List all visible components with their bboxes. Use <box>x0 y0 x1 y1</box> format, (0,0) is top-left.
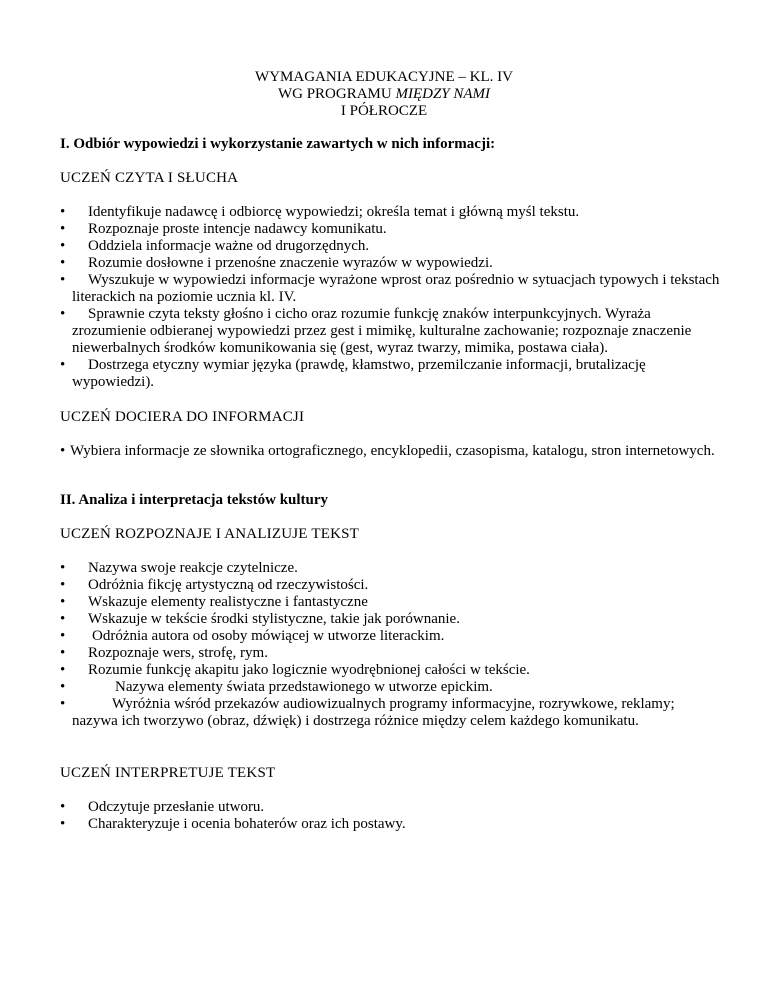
list-item: • Wyszukuje w wypowiedzi informacje wyrażone wprost oraz pośrednio w sytuacjach typowych i tekstach literackich na poziomie ucznia kl. IV. <box>60 272 720 306</box>
list-item: • Odróżnia fikcję artystyczną od rzeczywistości. <box>60 577 720 594</box>
list-item: • Charakteryzuje i ocenia bohaterów oraz ich postawy. <box>60 816 720 833</box>
section-2-list-1 <box>60 560 720 730</box>
list-item: • Nazywa swoje reakcje czytelnicze. <box>60 560 720 577</box>
list-item: • Odczytuje przesłanie utworu. <box>60 799 720 816</box>
section-2-heading: II. Analiza i interpretacja tekstów kultury <box>60 492 329 508</box>
section-1-sub-2: UCZEŃ DOCIERA DO INFORMACJI <box>60 409 305 425</box>
list-item: • Wskazuje elementy realistyczne i fantastyczne <box>60 594 720 611</box>
section-2-list-2 <box>60 799 720 833</box>
title-line-1: WYMAGANIA EDUKACYJNE – KL. IV <box>255 69 513 85</box>
list-item: • Nazywa elementy świata przedstawionego w utworze epickim. <box>60 679 720 696</box>
list-item: • Wskazuje w tekście środki stylistyczne, takie jak porównanie. <box>60 611 720 628</box>
title-line-2-prefix: WG PROGRAMU <box>277 86 396 102</box>
title-line-2-italic: MIĘDZY NAMI <box>395 86 491 102</box>
section-2-sub-2: UCZEŃ INTERPRETUJE TEKST <box>60 765 276 781</box>
section-1-list-1 <box>60 204 720 391</box>
section-1-heading: I. Odbiór wypowiedzi i wykorzystanie zawartych w nich informacji: <box>60 136 496 152</box>
list-item: • Rozumie dosłowne i przenośne znaczenie wyrazów w wypowiedzi. <box>60 255 720 272</box>
list-item: • Dostrzega etyczny wymiar języka (prawdę, kłamstwo, przemilczanie informacji, brutalizację wypowiedzi). <box>60 357 720 391</box>
section-2-sub-1: UCZEŃ ROZPOZNAJE I ANALIZUJE TEKST <box>60 526 360 542</box>
list-item: • Rozpoznaje wers, strofę, rym. <box>60 645 720 662</box>
list-item: • Sprawnie czyta teksty głośno i cicho oraz rozumie funkcję znaków interpunkcyjnych. Wyraża zrozumienie odbieranej wypowiedzi przez gest i mimikę, kulturalne zachowanie; rozpoznaje znaczenie niewerbalnych środków komunikowania się (gest, wyraz twarzy, mimika, postawa ciała). <box>60 306 720 357</box>
section-1-list-2 <box>60 443 720 460</box>
list-item: • Wybiera informacje ze słownika ortograficznego, encyklopedii, czasopisma, katalogu, stron internetowych. <box>60 443 720 460</box>
title-line-3: I PÓŁROCZE <box>340 103 428 119</box>
list-item: • Rozumie funkcję akapitu jako logicznie wyodrębnionej całości w tekście. <box>60 662 720 679</box>
list-item: • Odróżnia autora od osoby mówiącej w utworze literackim. <box>60 628 720 645</box>
document-title <box>0 69 768 120</box>
section-1-sub-1: UCZEŃ CZYTA I SŁUCHA <box>60 170 239 186</box>
list-item: • Wyróżnia wśród przekazów audiowizualnych programy informacyjne, rozrywkowe, reklamy; nazywa ich tworzywo (obraz, dźwięk) i dostrzega różnice między celem każdego komunikatu. <box>60 696 720 730</box>
list-item: • Identyfikuje nadawcę i odbiorcę wypowiedzi; określa temat i główną myśl tekstu. <box>60 204 720 221</box>
list-item: • Rozpoznaje proste intencje nadawcy komunikatu. <box>60 221 720 238</box>
title-line-2 <box>0 86 768 103</box>
list-item: • Oddziela informacje ważne od drugorzędnych. <box>60 238 720 255</box>
